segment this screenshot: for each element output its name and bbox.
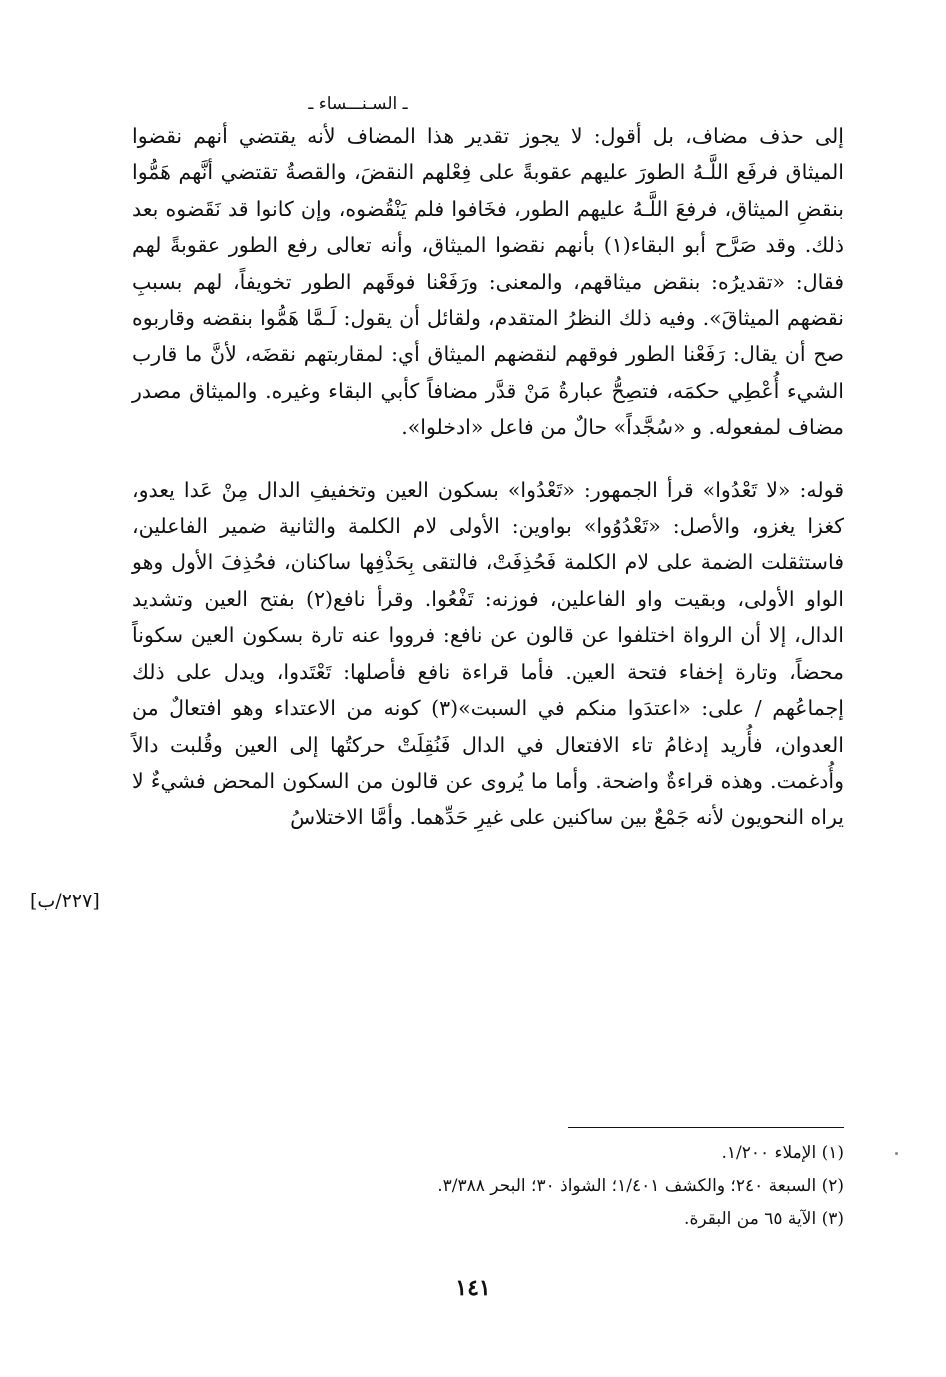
body-text — [132, 118, 844, 836]
paragraph-2: قوله: «لا تَعْدُوا» قرأ الجمهور: «تَعْدُوا» بسكون العين وتخفيفِ الدال مِنْ عَدا يعدو، كغزا يغزو، والأصل: «تَعْدُوُوا» بواوين: الأولى لام الكلمة والثانية ضمير الفاعلين، فاستثقلت الضمة على لام الكلمة فَحُذِفَتْ، فالتقى بِحَذْفِها ساكنان، فحُذِفَ الأول وهو الواو الأولى، وبقيت واو الفاعلين، فوزنه: تَفْعُوا. وقرأ نافع(٢) بفتح العين وتشديد الدال، إلا أن الرواة اختلفوا عن قالون عن نافع: فرووا عنه تارة بسكون العين سكوناً محضاً، وتارة إخفاء فتحة العين. فأما قراءة نافع فأصلها: تَعْتَدوا، ويدل على ذلك إجماعُهم / على: «اعتدَوا منكم في السبت»(٣) كونه من الاعتداء وهو افتعالٌ من العدوان، فأُريد إدغامُ تاء الافتعال في الدال فَنُقِلَتْ حركتُها إلى العين وقُلبت دالاً وأُدغمت. وهذه قراءةٌ واضحة. وأما ما يُروى عن قالون من السكون المحض فشيءٌ لا يراه النحويون لأنه جَمْعٌ بين ساكنين على غيرِ حَدِّهما. وأمَّا الاختلاسُ — [132, 477, 844, 830]
footnote-3: (٣) الآية ٦٥ من البقرة. — [684, 1209, 844, 1229]
footnotes — [132, 1137, 844, 1236]
footnote-1: (١) الإملاء ١/٢٠٠. — [721, 1143, 844, 1163]
scan-speck — [895, 1152, 898, 1155]
margin-folio-reference: [٢٢٧/ب] — [30, 890, 100, 912]
running-title: ـ السـنـــساء ـ — [308, 94, 408, 114]
page-number: ١٤١ — [455, 1275, 491, 1301]
footnote-separator — [568, 1127, 844, 1128]
footnote-2: (٢) السبعة ٢٤٠؛ والكشف ١/٤٠١؛ الشواذ ٣٠؛ البحر ٣/٣٨٨. — [437, 1176, 844, 1196]
paragraph-1: إلى حذف مضاف، بل أقول: لا يجوز تقدير هذا المضاف لأنه يقتضي أنهم نقضوا الميثاق فرفَع اللَّـهُ الطورَ عليهم عقوبةً على فِعْلهم النقضَ، والقصةُ تقتضي أنَّهم هَمُّوا بنقضِ الميثاق، فرفعَ اللَّـهُ عليهم الطور، فخَافوا فلم يَنْقُضوه، وإن كانوا قد نَقَضوه بعد ذلك. وقد صَرَّح أبو البقاء(١) بأنهم نقضوا الميثاق، وأنه تعالى رفع الطور عقوبةً لهم فقال: «تقديرُه: بنقض ميثاقهم، والمعنى: ورَفَعْنا فوقَهم الطور تخويفاً، لهم بسببِ نقضهم الميثاقَ». وفيه ذلك النظرُ المتقدم، ولقائل أن يقول: لَـمَّا هَمُّوا بنقضه وقاربوه صح أن يقال: رَفَعْنا الطور فوقهم لنقضهم الميثاق أي: لمقاربتهم نقضَه، لأنَّ ما قارب الشيء أُعْطِي حكمَه، فتصِحُّ عبارةُ مَنْ قدَّر مضافاً كأبي البقاء وغيره. والميثاق مصدر مضاف لمفعوله. و «سُجَّداً» حالٌ من فاعل «ادخلوا». — [132, 124, 844, 440]
running-header — [0, 94, 946, 114]
